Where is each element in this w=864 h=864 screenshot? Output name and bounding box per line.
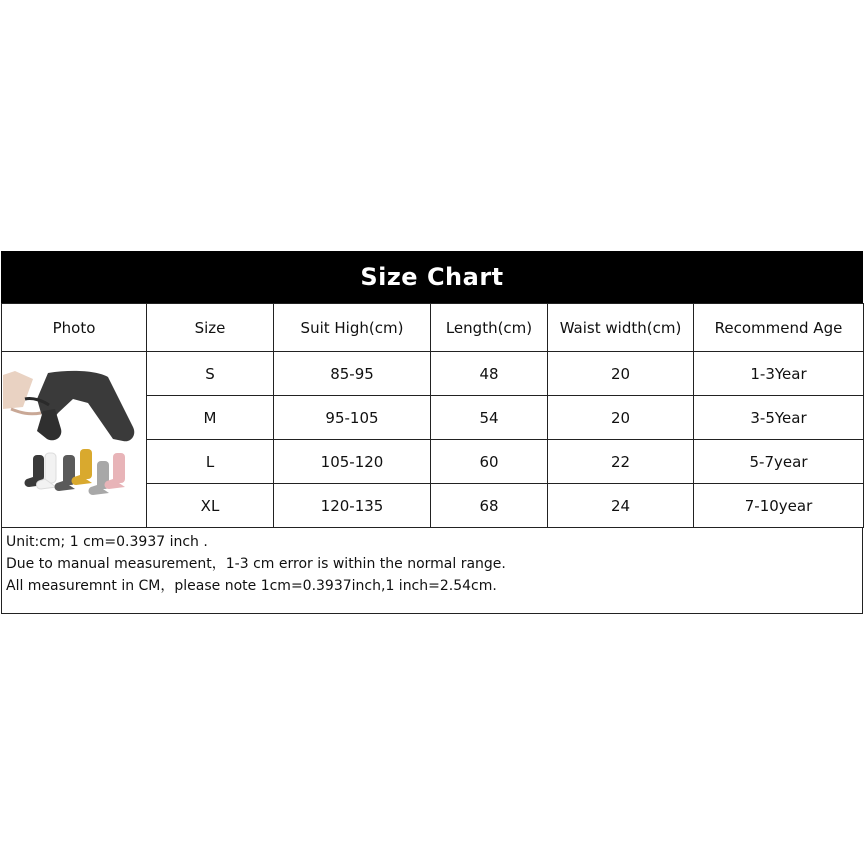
row-s-size: S [147, 352, 274, 396]
row-m-suit-high: 95-105 [274, 396, 431, 440]
row-s-age: 1-3Year [694, 352, 864, 396]
row-xl-size: XL [147, 484, 274, 528]
row-m-length: 54 [431, 396, 548, 440]
row-xl-waist: 24 [548, 484, 694, 528]
size-chart [1, 251, 863, 614]
row-m-waist: 20 [548, 396, 694, 440]
chart-title: Size Chart [1, 251, 863, 303]
row-xl-age: 7-10year [694, 484, 864, 528]
header-recommend-age: Recommend Age [694, 304, 864, 352]
table-row [2, 352, 864, 396]
note-unit: Unit:cm; 1 cm=0.3937 inch . [6, 534, 208, 550]
product-photo [3, 369, 146, 511]
row-s-length: 48 [431, 352, 548, 396]
header-photo: Photo [2, 304, 147, 352]
note-error-range: Due to manual measurement，1-3 cm error is within the normal range. [6, 556, 506, 572]
size-table [1, 303, 864, 528]
row-l-length: 60 [431, 440, 548, 484]
row-l-suit-high: 105-120 [274, 440, 431, 484]
table-header-row [2, 304, 864, 352]
row-l-age: 5-7year [694, 440, 864, 484]
row-l-size: L [147, 440, 274, 484]
header-suit-high: Suit High(cm) [274, 304, 431, 352]
row-xl-length: 68 [431, 484, 548, 528]
header-length: Length(cm) [431, 304, 548, 352]
row-m-size: M [147, 396, 274, 440]
row-s-waist: 20 [548, 352, 694, 396]
header-size: Size [147, 304, 274, 352]
product-photo-cell [2, 352, 147, 528]
note-conversion: All measuremnt in CM，please note 1cm=0.3937inch,1 inch=2.54cm. [6, 578, 497, 594]
notes-box [1, 528, 863, 614]
row-m-age: 3-5Year [694, 396, 864, 440]
row-xl-suit-high: 120-135 [274, 484, 431, 528]
header-waist-width: Waist width(cm) [548, 304, 694, 352]
row-l-waist: 22 [548, 440, 694, 484]
row-s-suit-high: 85-95 [274, 352, 431, 396]
